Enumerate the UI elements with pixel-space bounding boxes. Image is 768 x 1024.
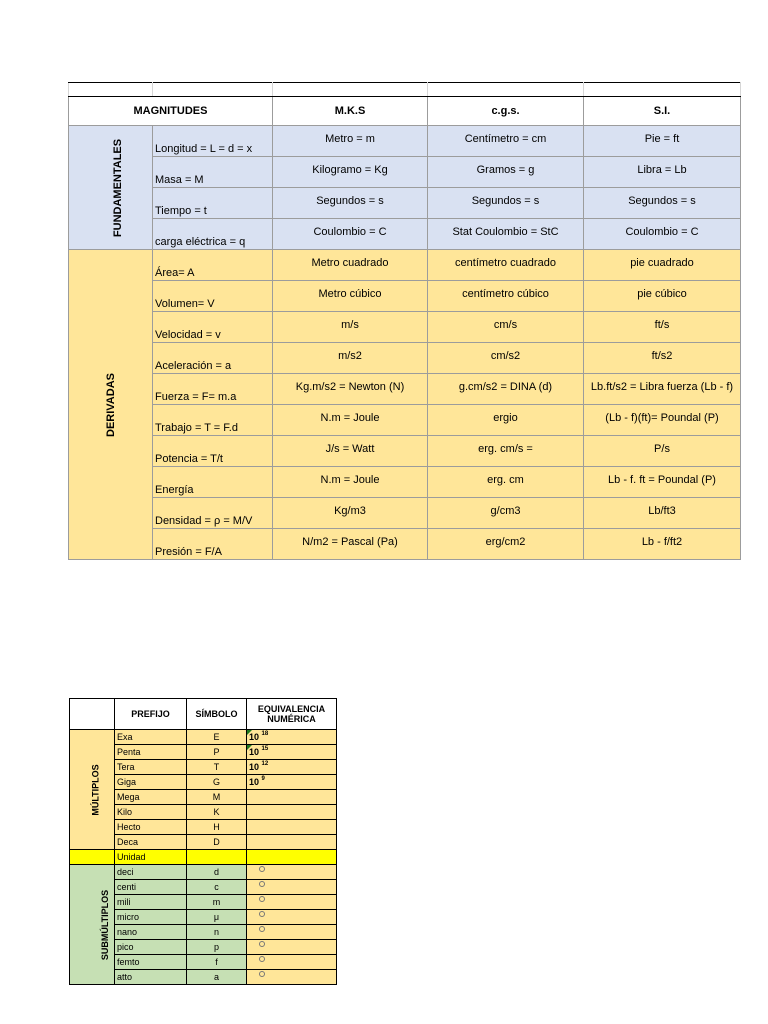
header-magnitudes: MAGNITUDES	[69, 97, 273, 126]
power-base: 10	[249, 762, 260, 772]
symbol-cell: c	[187, 880, 247, 895]
equivalence-cell	[247, 910, 337, 925]
header-equivalencia: EQUIVALENCIA NUMÉRICA	[247, 699, 337, 730]
cgs-cell: ergio	[428, 405, 584, 436]
table-row	[69, 219, 741, 250]
prefix-cell: Unidad	[115, 850, 187, 865]
si-cell: (Lb - f)(ft)= Poundal (P)	[584, 405, 741, 436]
unit-group-cell	[70, 850, 115, 865]
table-row	[69, 498, 741, 529]
header-si: S.I.	[584, 97, 741, 126]
equivalence-cell	[247, 745, 337, 760]
mks-cell: Segundos = s	[273, 188, 428, 219]
circle-icon	[259, 971, 265, 977]
symbol-cell: K	[187, 805, 247, 820]
table-row	[69, 157, 741, 188]
magnitude-cell: Longitud = L = d = x	[153, 126, 273, 157]
cgs-cell: erg. cm/s =	[428, 436, 584, 467]
symbol-cell: m	[187, 895, 247, 910]
prefix-cell: nano	[115, 925, 187, 940]
magnitude-cell: Potencia = T/t	[153, 436, 273, 467]
table-row	[69, 374, 741, 405]
prefix-cell: mili	[115, 895, 187, 910]
circle-icon	[259, 866, 265, 872]
cgs-cell: cm/s2	[428, 343, 584, 374]
table-row	[69, 529, 741, 560]
magnitude-cell: Área= A	[153, 250, 273, 281]
mks-cell: m/s2	[273, 343, 428, 374]
equivalence-cell	[247, 940, 337, 955]
prefix-header-row	[70, 699, 337, 730]
power-base: 10	[249, 732, 260, 742]
magnitude-cell: Volumen= V	[153, 281, 273, 312]
circle-icon	[259, 956, 265, 962]
circle-icon	[259, 941, 265, 947]
cgs-cell: erg/cm2	[428, 529, 584, 560]
mks-cell: Metro cuadrado	[273, 250, 428, 281]
mks-cell: m/s	[273, 312, 428, 343]
prefix-cell: atto	[115, 970, 187, 985]
header-mks: M.K.S	[273, 97, 428, 126]
cgs-cell: centímetro cuadrado	[428, 250, 584, 281]
prefix-cell: micro	[115, 910, 187, 925]
group-derivadas	[69, 250, 153, 560]
equivalence-cell	[247, 805, 337, 820]
symbol-cell: f	[187, 955, 247, 970]
table-row	[70, 865, 337, 880]
equivalence-cell	[247, 760, 337, 775]
prefix-cell: Hecto	[115, 820, 187, 835]
mks-cell: Kg/m3	[273, 498, 428, 529]
si-cell: Lb/ft3	[584, 498, 741, 529]
magnitude-cell: Fuerza = F= m.a	[153, 374, 273, 405]
mks-cell: N.m = Joule	[273, 405, 428, 436]
magnitude-cell: Tiempo = t	[153, 188, 273, 219]
si-cell: pie cúbico	[584, 281, 741, 312]
comment-marker-icon	[247, 745, 252, 750]
prefix-cell: Mega	[115, 790, 187, 805]
magnitude-cell: Trabajo = T = F.d	[153, 405, 273, 436]
prefix-table	[69, 698, 337, 985]
magnitude-cell: Aceleración = a	[153, 343, 273, 374]
table-row	[69, 281, 741, 312]
equivalence-cell	[247, 835, 337, 850]
cgs-cell: erg. cm	[428, 467, 584, 498]
power-exponent: 15	[261, 746, 269, 752]
symbol-cell: D	[187, 835, 247, 850]
circle-icon	[259, 926, 265, 932]
si-cell: Segundos = s	[584, 188, 741, 219]
table-row	[69, 467, 741, 498]
cgs-cell: Stat Coulombio = StC	[428, 219, 584, 250]
cgs-cell: Centímetro = cm	[428, 126, 584, 157]
symbol-cell	[187, 850, 247, 865]
mks-cell: N.m = Joule	[273, 467, 428, 498]
cgs-cell: centímetro cúbico	[428, 281, 584, 312]
magnitude-cell: Masa = M	[153, 157, 273, 188]
symbol-cell: M	[187, 790, 247, 805]
table-row	[70, 730, 337, 745]
group-label: DERIVADAS	[104, 372, 117, 437]
si-cell: Lb - f. ft = Poundal (P)	[584, 467, 741, 498]
symbol-cell: n	[187, 925, 247, 940]
prefix-cell: Penta	[115, 745, 187, 760]
mks-cell: Kilogramo = Kg	[273, 157, 428, 188]
magnitude-cell: Densidad = ρ = M/V	[153, 498, 273, 529]
si-cell: Lb.ft/s2 = Libra fuerza (Lb - f)	[584, 374, 741, 405]
mks-cell: Kg.m/s2 = Newton (N)	[273, 374, 428, 405]
table-row	[69, 436, 741, 467]
symbol-cell: d	[187, 865, 247, 880]
prefix-cell: Exa	[115, 730, 187, 745]
symbol-cell: μ	[187, 910, 247, 925]
cgs-cell: cm/s	[428, 312, 584, 343]
circle-icon	[259, 911, 265, 917]
table-row	[69, 343, 741, 374]
power-base: 10	[249, 747, 260, 757]
group-label: SUBMÚLTIPLOS	[100, 889, 111, 960]
units-table	[68, 82, 741, 560]
symbol-cell: a	[187, 970, 247, 985]
group-fundamentales	[69, 126, 153, 250]
prefix-cell: deci	[115, 865, 187, 880]
header-simbolo: SÍMBOLO	[187, 699, 247, 730]
equivalence-cell	[247, 925, 337, 940]
equivalence-cell	[247, 895, 337, 910]
group-submultiplos	[70, 865, 115, 985]
table-row	[69, 405, 741, 436]
equivalence-cell	[247, 880, 337, 895]
circle-icon	[259, 896, 265, 902]
prefix-cell: femto	[115, 955, 187, 970]
si-cell: ft/s	[584, 312, 741, 343]
si-cell: Coulombio = C	[584, 219, 741, 250]
mks-cell: Coulombio = C	[273, 219, 428, 250]
header-prefijo: PREFIJO	[115, 699, 187, 730]
power-exponent: 9	[261, 776, 265, 782]
symbol-cell: G	[187, 775, 247, 790]
prefix-cell: Tera	[115, 760, 187, 775]
si-cell: Lb - f/ft2	[584, 529, 741, 560]
group-label: FUNDAMENTALES	[112, 138, 125, 237]
cgs-cell: g.cm/s2 = DINA (d)	[428, 374, 584, 405]
table-row	[69, 188, 741, 219]
table-row	[69, 250, 741, 281]
blank-row	[69, 83, 741, 97]
si-cell: ft/s2	[584, 343, 741, 374]
comment-marker-icon	[247, 730, 252, 735]
symbol-cell: E	[187, 730, 247, 745]
unit-row	[70, 850, 337, 865]
cgs-cell: Gramos = g	[428, 157, 584, 188]
group-multiplos	[70, 730, 115, 850]
symbol-cell: T	[187, 760, 247, 775]
si-cell: Pie = ft	[584, 126, 741, 157]
si-cell: pie cuadrado	[584, 250, 741, 281]
symbol-cell: p	[187, 940, 247, 955]
prefix-cell: Giga	[115, 775, 187, 790]
equivalence-cell	[247, 775, 337, 790]
symbol-cell: H	[187, 820, 247, 835]
header-row	[69, 97, 741, 126]
equivalence-cell	[247, 850, 337, 865]
mks-cell: N/m2 = Pascal (Pa)	[273, 529, 428, 560]
table-row	[69, 312, 741, 343]
circle-icon	[259, 881, 265, 887]
magnitude-cell: Energía	[153, 467, 273, 498]
prefix-cell: Kilo	[115, 805, 187, 820]
group-label: MÚLTIPLOS	[90, 763, 101, 816]
cgs-cell: Segundos = s	[428, 188, 584, 219]
equivalence-cell	[247, 970, 337, 985]
prefix-cell: Deca	[115, 835, 187, 850]
mks-cell: Metro = m	[273, 126, 428, 157]
equivalence-cell	[247, 955, 337, 970]
mks-cell: Metro cúbico	[273, 281, 428, 312]
cgs-cell: g/cm3	[428, 498, 584, 529]
magnitude-cell: Presión = F/A	[153, 529, 273, 560]
header-cgs: c.g.s.	[428, 97, 584, 126]
si-cell: P/s	[584, 436, 741, 467]
prefix-cell: centi	[115, 880, 187, 895]
equivalence-cell	[247, 790, 337, 805]
equivalence-cell	[247, 730, 337, 745]
table-row	[69, 126, 741, 157]
magnitude-cell: carga eléctrica = q	[153, 219, 273, 250]
symbol-cell: P	[187, 745, 247, 760]
power-base: 10	[249, 777, 260, 787]
equivalence-cell	[247, 865, 337, 880]
power-exponent: 18	[261, 731, 269, 737]
magnitude-cell: Velocidad = v	[153, 312, 273, 343]
prefix-cell: pico	[115, 940, 187, 955]
si-cell: Libra = Lb	[584, 157, 741, 188]
equivalence-cell	[247, 820, 337, 835]
power-exponent: 12	[261, 761, 269, 767]
mks-cell: J/s = Watt	[273, 436, 428, 467]
